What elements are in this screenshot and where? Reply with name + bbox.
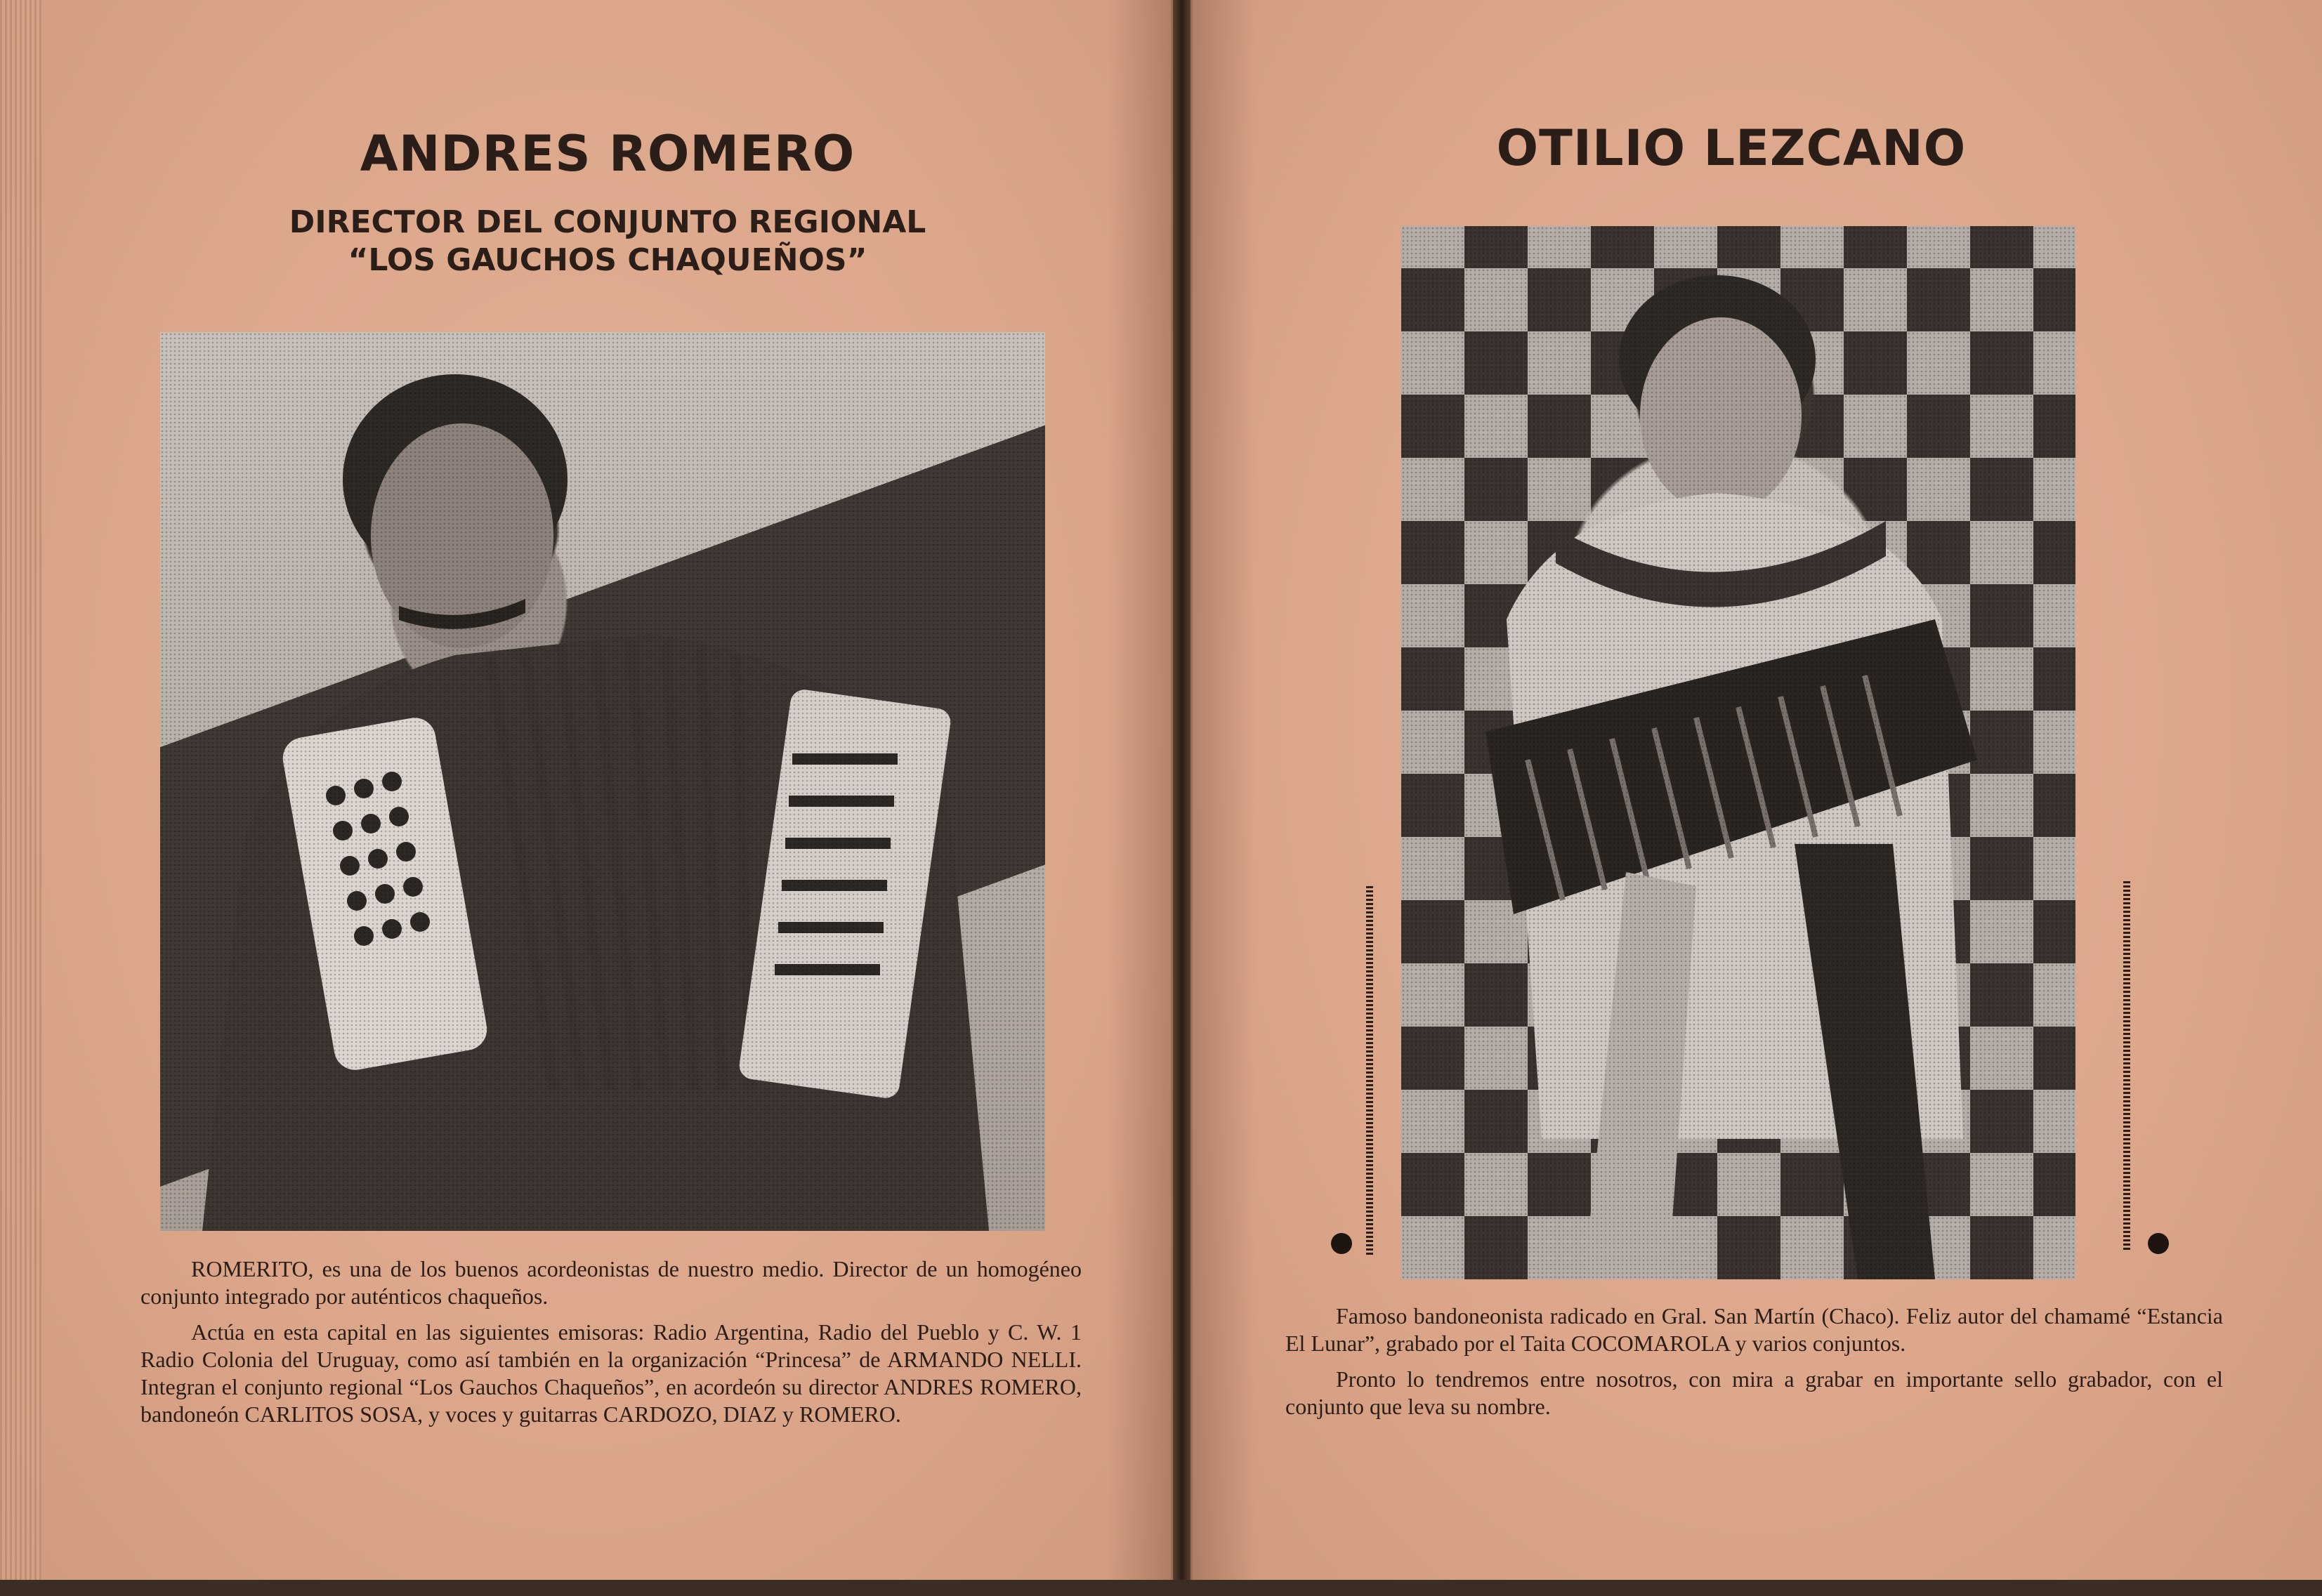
bandoneon-illustration [1401, 226, 2075, 1279]
right-paragraph-1: Famoso bandoneonista radicado en Gral. San Martín (Chaco). Feliz autor del chamamé “Estancia El Lunar”, grabado por el Taita COCOMAROLA y varios conjuntos. [1285, 1303, 2223, 1356]
right-page-title: OTILIO LEZCANO [1496, 119, 1967, 177]
right-page-body [1285, 1302, 2223, 1420]
decorative-dot-left [1331, 1233, 1352, 1254]
andres-romero-photo [160, 332, 1045, 1231]
left-page-subtitle [0, 204, 1215, 279]
left-paragraph-2: Actúa en esta capital en las siguientes emisoras: Radio Argentina, Radio del Pueblo y C. W. 1 Radio Colonia del Uruguay, como así también en la organización “Princesa” de ARMANDO NELLI. Integran el conjunto regional “Los Gauchos Chaqueños”, en acordeón su director ANDRES ROMERO, bandoneón CARLITOS SOSA, y voces y guitarras CARDOZO, DIAZ y ROMERO. [140, 1319, 1082, 1427]
decorative-bar-right [2123, 881, 2130, 1252]
bottom-edge [0, 1580, 2322, 1596]
otilio-lezcano-photo [1401, 226, 2075, 1279]
decorative-bar-left [1366, 886, 1373, 1257]
left-page-title: ANDRES ROMERO [360, 125, 855, 183]
left-page-body [140, 1255, 1082, 1428]
right-paragraph-2: Pronto lo tendremos entre nosotros, con mira a grabar en importante sello grabador, con el conjunto que leva su nombre. [1285, 1366, 2223, 1419]
subtitle-line-1: DIRECTOR DEL CONJUNTO REGIONAL [289, 204, 926, 240]
accordion-illustration [160, 332, 1045, 1231]
decorative-dot-right [2148, 1233, 2169, 1254]
subtitle-line-2: “LOS GAUCHOS CHAQUEÑOS” [348, 242, 867, 278]
left-paragraph-1: ROMERITO, es una de los buenos acordeonistas de nuestro medio. Director de un homogéneo conjunto integrado por auténticos chaqueños. [140, 1256, 1082, 1309]
